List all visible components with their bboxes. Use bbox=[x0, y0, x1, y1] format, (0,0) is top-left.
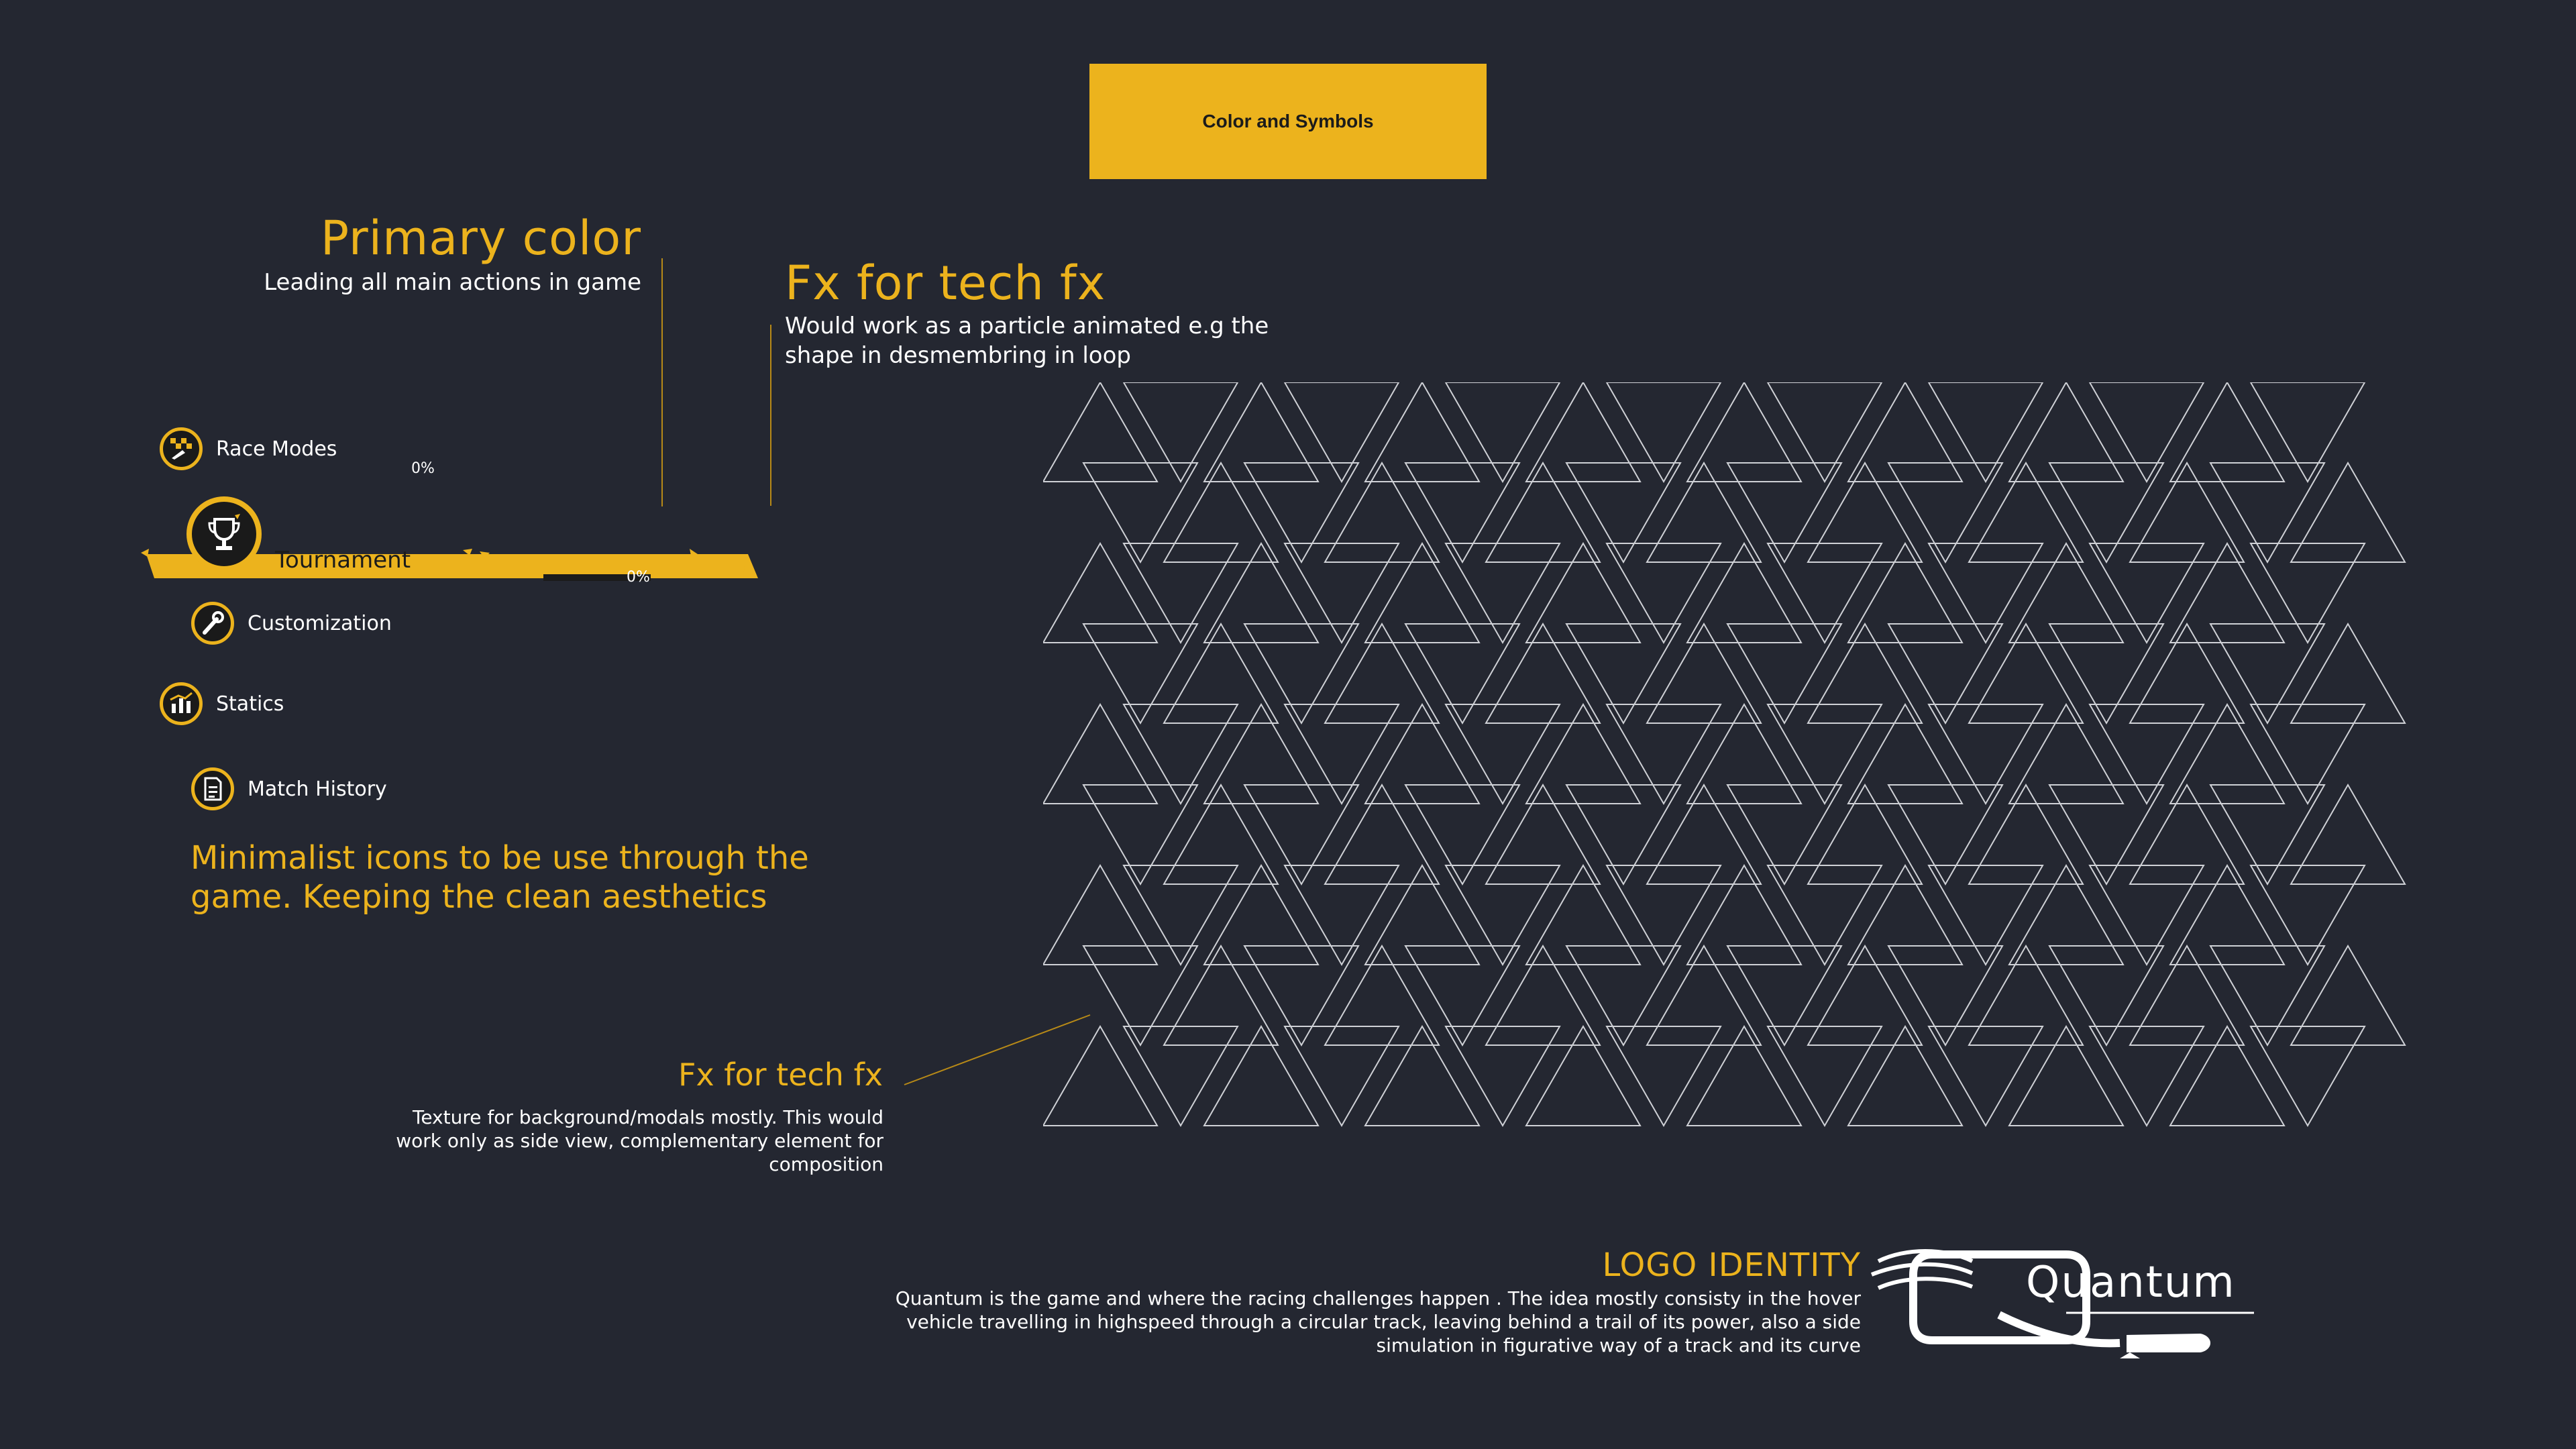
pattern-triangle bbox=[2009, 543, 2123, 643]
pattern-triangle bbox=[1204, 543, 1318, 643]
pattern-triangle bbox=[1687, 1026, 1801, 1126]
pattern-triangle bbox=[1164, 946, 1278, 1045]
pattern-triangle bbox=[2130, 463, 2244, 562]
pattern-triangle bbox=[1647, 624, 1761, 723]
pattern-triangle bbox=[2049, 463, 2163, 562]
pattern-triangle bbox=[1285, 1026, 1399, 1126]
pattern-triangle bbox=[1607, 382, 1721, 482]
menu-item-statics[interactable] bbox=[160, 682, 284, 725]
pattern-triangle bbox=[1365, 543, 1479, 643]
trophy-icon[interactable] bbox=[186, 496, 262, 572]
fx-texture-description: Texture for background/modals mostly. This would work only as side view, complementary element for composition bbox=[396, 1106, 883, 1175]
progress-percent: 0% bbox=[411, 460, 435, 477]
pattern-triangle bbox=[1486, 624, 1600, 723]
pattern-triangle bbox=[2049, 946, 2163, 1045]
pattern-triangle bbox=[1768, 1026, 1882, 1126]
pattern-triangle bbox=[1607, 1026, 1721, 1126]
pattern-triangle bbox=[1083, 946, 1197, 1045]
pattern-triangle bbox=[1446, 382, 1560, 482]
pattern-triangle bbox=[1325, 785, 1439, 884]
pattern-triangle bbox=[1244, 463, 1358, 562]
pattern-triangle bbox=[1486, 946, 1600, 1045]
pattern-triangle bbox=[2251, 543, 2365, 643]
pattern-triangle bbox=[1365, 1026, 1479, 1126]
pattern-triangle bbox=[2170, 382, 2284, 482]
pattern-triangle bbox=[1204, 1026, 1318, 1126]
pattern-triangle bbox=[1969, 624, 2083, 723]
pattern-triangle bbox=[2291, 624, 2405, 723]
pattern-triangle bbox=[1446, 543, 1560, 643]
pattern-triangle bbox=[2090, 704, 2204, 804]
pattern-triangle bbox=[1929, 1026, 2043, 1126]
menu-item-label: Race Modes bbox=[216, 437, 337, 461]
pattern-triangle bbox=[2130, 946, 2244, 1045]
bar-chart-icon bbox=[160, 682, 203, 725]
pattern-triangle bbox=[1204, 704, 1318, 804]
pattern-triangle bbox=[2291, 946, 2405, 1045]
pattern-triangle bbox=[2009, 1026, 2123, 1126]
pattern-triangle bbox=[1929, 543, 2043, 643]
primary-color-title: Primary color bbox=[320, 211, 641, 266]
pattern-triangle bbox=[1848, 1026, 1962, 1126]
pattern-triangle bbox=[1808, 624, 1922, 723]
pattern-triangle bbox=[1083, 785, 1197, 884]
pattern-triangle bbox=[1566, 785, 1680, 884]
pattern-triangle bbox=[1244, 624, 1358, 723]
pattern-triangle bbox=[1808, 785, 1922, 884]
pattern-triangle bbox=[1727, 946, 1841, 1045]
pattern-triangle bbox=[2170, 704, 2284, 804]
pattern-triangle bbox=[2009, 704, 2123, 804]
logo-identity-description: Quantum is the game and where the racing challenges happen . The idea mostly consisty in the hover vehicle travelling in highspeed through a circular track, leaving behind a trail of its power, also a side simulation in figurative way of a track and its curve bbox=[895, 1287, 1861, 1356]
pattern-triangle bbox=[1929, 382, 2043, 482]
pattern-triangle bbox=[1526, 704, 1640, 804]
pattern-triangle bbox=[2291, 463, 2405, 562]
pattern-triangle bbox=[1325, 624, 1439, 723]
pattern-triangle bbox=[1727, 785, 1841, 884]
pattern-triangle bbox=[2251, 1026, 2365, 1126]
pattern-triangle bbox=[1405, 785, 1519, 884]
fx-particle-description: Would work as a particle animated e.g the shape in desmembring in loop bbox=[785, 313, 1269, 369]
pattern-triangle bbox=[1727, 624, 1841, 723]
pattern-triangle bbox=[1647, 463, 1761, 562]
pattern-triangle bbox=[1124, 543, 1238, 643]
menu-item-race-modes[interactable] bbox=[160, 427, 337, 470]
pattern-triangle bbox=[1607, 543, 1721, 643]
pattern-triangle bbox=[1043, 1026, 1157, 1126]
pattern-triangle bbox=[1727, 463, 1841, 562]
pattern-triangle bbox=[2009, 865, 2123, 965]
pattern-triangle bbox=[2170, 1026, 2284, 1126]
pattern-triangle bbox=[1566, 624, 1680, 723]
pattern-triangle bbox=[1808, 463, 1922, 562]
pattern-triangle bbox=[1888, 463, 2002, 562]
pattern-triangle bbox=[1848, 382, 1962, 482]
minimalist-icons-note: Minimalist icons to be use through the game. Keeping the clean aesthetics bbox=[191, 839, 809, 916]
pattern-triangle bbox=[1124, 1026, 1238, 1126]
pattern-triangle bbox=[1204, 382, 1318, 482]
menu-item-label: Statics bbox=[216, 692, 284, 716]
fx-texture-title: Fx for tech fx bbox=[678, 1057, 883, 1093]
pattern-triangle bbox=[1285, 543, 1399, 643]
pattern-triangle bbox=[1204, 865, 1318, 965]
pattern-triangle bbox=[2170, 865, 2284, 965]
pattern-triangle bbox=[1808, 946, 1922, 1045]
menu-item-match-history[interactable] bbox=[191, 767, 387, 810]
pattern-triangle bbox=[1083, 463, 1197, 562]
checkered-flag-icon bbox=[160, 427, 203, 470]
pattern-triangle bbox=[1969, 785, 2083, 884]
pattern-triangle bbox=[1526, 543, 1640, 643]
pattern-triangle bbox=[2090, 543, 2204, 643]
pattern-triangle bbox=[2090, 865, 2204, 965]
pattern-triangle bbox=[1285, 704, 1399, 804]
pattern-triangle bbox=[1083, 624, 1197, 723]
pattern-triangle bbox=[2090, 382, 2204, 482]
pattern-triangle bbox=[1365, 704, 1479, 804]
pattern-triangle bbox=[1768, 704, 1882, 804]
pattern-triangle bbox=[1969, 463, 2083, 562]
fx-particle-title: Fx for tech fx bbox=[785, 256, 1106, 311]
pattern-triangle bbox=[1486, 785, 1600, 884]
pattern-triangle bbox=[1687, 382, 1801, 482]
pattern-triangle bbox=[2251, 865, 2365, 965]
pattern-triangle bbox=[1043, 382, 1157, 482]
pattern-triangle bbox=[1888, 785, 2002, 884]
pattern-triangle bbox=[1405, 624, 1519, 723]
menu-item-customization[interactable] bbox=[191, 602, 392, 645]
pattern-triangle bbox=[1446, 865, 1560, 965]
pattern-triangle bbox=[1365, 865, 1479, 965]
pattern-triangle bbox=[2130, 785, 2244, 884]
pattern-triangle bbox=[2130, 624, 2244, 723]
pattern-triangle bbox=[1929, 865, 2043, 965]
pattern-triangle bbox=[1566, 463, 1680, 562]
progress-percent: 0% bbox=[627, 569, 650, 586]
triangle-pattern-texture bbox=[1043, 382, 2442, 1177]
divider-line bbox=[661, 258, 663, 506]
pattern-triangle bbox=[1325, 946, 1439, 1045]
pattern-triangle bbox=[2090, 1026, 2204, 1126]
pattern-triangle bbox=[1969, 946, 2083, 1045]
pattern-triangle bbox=[1566, 946, 1680, 1045]
pattern-triangle bbox=[2170, 543, 2284, 643]
pattern-triangle bbox=[2251, 382, 2365, 482]
pattern-triangle bbox=[1043, 704, 1157, 804]
pattern-triangle bbox=[1768, 543, 1882, 643]
pattern-triangle bbox=[1124, 704, 1238, 804]
section-header-box bbox=[1089, 64, 1487, 179]
pattern-triangle bbox=[1526, 1026, 1640, 1126]
pattern-triangle bbox=[1446, 1026, 1560, 1126]
pattern-triangle bbox=[1607, 865, 1721, 965]
menu-item-label: Customization bbox=[248, 611, 392, 635]
pattern-triangle bbox=[1687, 704, 1801, 804]
wrench-icon bbox=[191, 602, 234, 645]
pattern-triangle bbox=[2210, 946, 2324, 1045]
pattern-triangle bbox=[1848, 704, 1962, 804]
pattern-triangle bbox=[2251, 704, 2365, 804]
pattern-triangle bbox=[1848, 543, 1962, 643]
pattern-triangle bbox=[1888, 946, 2002, 1045]
menu-item-tournament[interactable]: Tournament bbox=[275, 547, 411, 574]
quantum-wordmark: Quantum bbox=[2026, 1258, 2236, 1307]
pattern-triangle bbox=[2210, 624, 2324, 723]
pattern-triangle bbox=[1285, 382, 1399, 482]
pattern-triangle bbox=[1607, 704, 1721, 804]
pattern-triangle bbox=[1365, 382, 1479, 482]
pattern-triangle bbox=[1244, 785, 1358, 884]
pattern-triangle bbox=[1244, 946, 1358, 1045]
pattern-triangle bbox=[1929, 704, 2043, 804]
pattern-triangle bbox=[1124, 382, 1238, 482]
section-header-title: Color and Symbols bbox=[1202, 111, 1374, 131]
pattern-triangle bbox=[1526, 865, 1640, 965]
divider-line bbox=[770, 325, 771, 506]
pattern-triangle bbox=[1124, 865, 1238, 965]
pattern-triangle bbox=[1405, 946, 1519, 1045]
document-icon bbox=[191, 767, 234, 810]
pattern-triangle bbox=[1164, 785, 1278, 884]
pattern-triangle bbox=[1526, 382, 1640, 482]
pattern-triangle bbox=[2291, 785, 2405, 884]
primary-color-subtitle: Leading all main actions in game bbox=[264, 269, 641, 296]
pattern-triangle bbox=[1768, 382, 1882, 482]
pattern-triangle bbox=[1647, 785, 1761, 884]
pattern-triangle bbox=[1325, 463, 1439, 562]
pattern-triangle bbox=[1486, 463, 1600, 562]
pattern-triangle bbox=[2210, 785, 2324, 884]
pattern-triangle bbox=[1164, 624, 1278, 723]
pattern-triangle bbox=[1043, 543, 1157, 643]
pattern-triangle bbox=[1687, 543, 1801, 643]
pattern-triangle bbox=[2049, 624, 2163, 723]
pattern-triangle bbox=[1285, 865, 1399, 965]
pattern-triangle bbox=[1647, 946, 1761, 1045]
pattern-triangle bbox=[1768, 865, 1882, 965]
pattern-triangle bbox=[2210, 463, 2324, 562]
pattern-triangle bbox=[1164, 463, 1278, 562]
pattern-triangle bbox=[2049, 785, 2163, 884]
pattern-triangle bbox=[1405, 463, 1519, 562]
menu-item-label: Match History bbox=[248, 777, 387, 801]
pattern-triangle bbox=[1888, 624, 2002, 723]
pattern-triangle bbox=[1446, 704, 1560, 804]
pattern-triangle bbox=[1848, 865, 1962, 965]
pattern-triangle bbox=[1687, 865, 1801, 965]
pattern-triangle bbox=[2009, 382, 2123, 482]
pattern-triangle bbox=[1043, 865, 1157, 965]
logo-identity-title: LOGO IDENTITY bbox=[1602, 1246, 1861, 1284]
